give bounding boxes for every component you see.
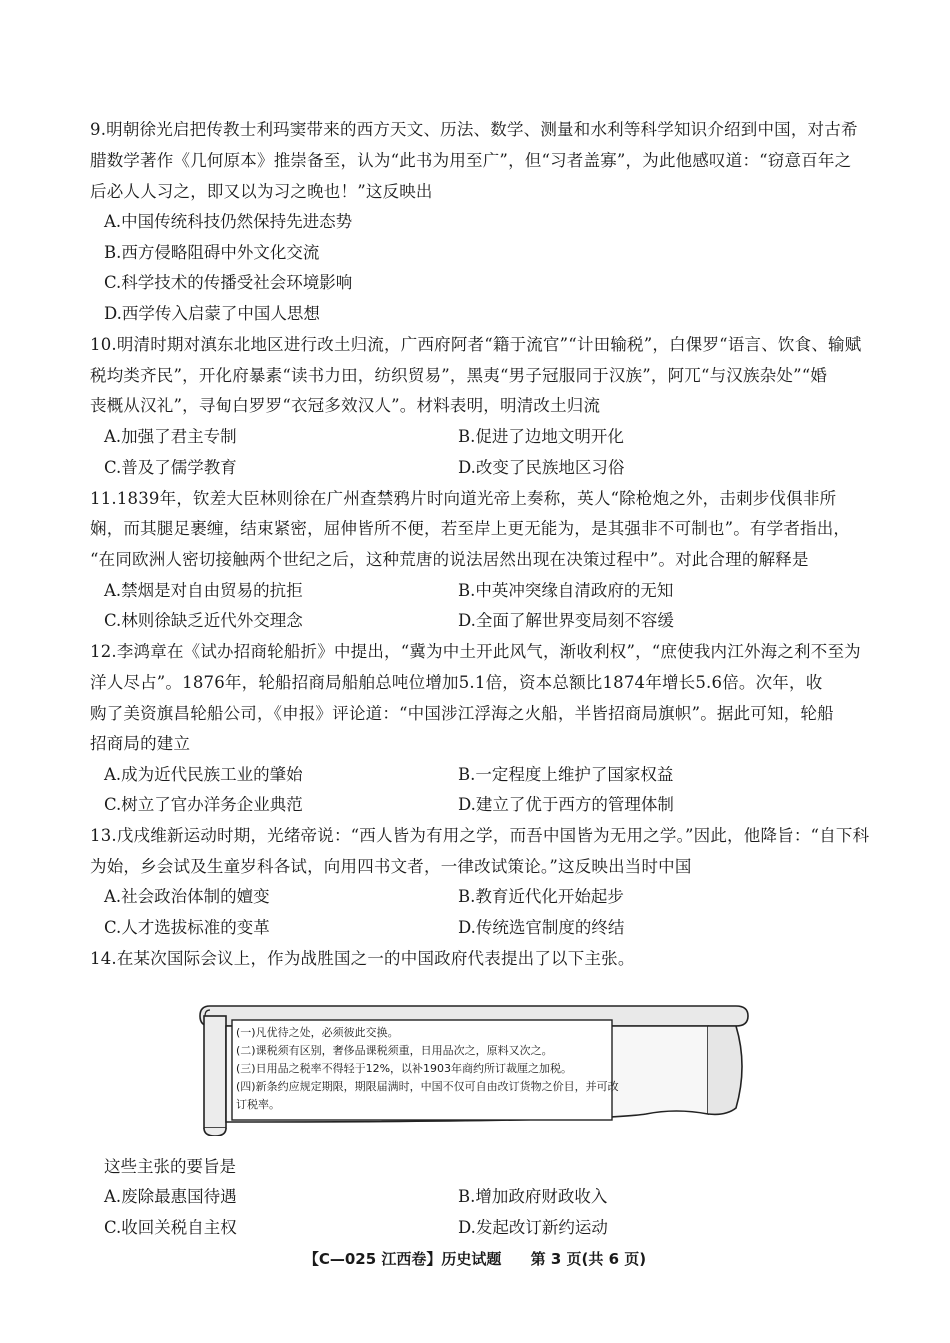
q13-option-a: A.社会政治体制的嬗变 [104,887,270,906]
q12-option-a: A.成为近代民族工业的肇始 [104,765,303,784]
exam-title: 【C—025 江西卷】历史试题 [303,1250,502,1268]
q14-line-1: 14.在某次国际会议上，作为战胜国之一的中国政府代表提出了以下主张。 [90,949,635,968]
q11-option-d: D.全面了解世界变局刻不容缓 [458,611,674,630]
q9-line-2: 腊数学著作《几何原本》推崇备至，认为“此书为用至广”，但“习者盖寡”，为此他感叹道：“窃意百年之 [90,151,852,170]
q11-option-c: C.林则徐缺乏近代外交理念 [104,611,303,630]
q12-option-b: B.一定程度上维护了国家权益 [458,765,674,784]
q12-line-4: 招商局的建立 [90,734,191,753]
q13-line-1: 13.戊戌维新运动时期，光绪帝说：“西人皆为有用之学，而吾中国皆为无用之学。”因此，他降旨：“自下科 [90,826,870,845]
q11-option-b: B.中英冲突缘自清政府的无知 [458,581,674,600]
q12-line-3: 购了美资旗昌轮船公司，《申报》评论道：“中国涉江浮海之火船，半皆招商局旗帜”。据此可知，轮船 [90,704,834,723]
proposal-2: (二)课税须有区别，奢侈品课税须重，日用品次之，原料又次之。 [236,1044,553,1057]
q14-option-b: B.增加政府财政收入 [458,1187,608,1206]
proposal-4-cont: 订税率。 [236,1098,280,1111]
q11-line-1: 11.1839年，钦差大臣林则徐在广州查禁鸦片时向道光帝上奏称，英人“除枪炮之外，击刺步伐俱非所 [90,489,837,508]
q9-line-3: 后必人人习之，即又以为习之晚也！”这反映出 [90,182,433,201]
q10-option-b: B.促进了边地文明开化 [458,427,624,446]
q10-option-d: D.改变了民族地区习俗 [458,458,625,477]
proposal-3: (三)日用品之税率不得轻于12%，以补1903年商约所订裁厘之加税。 [236,1062,573,1075]
q14-stem: 这些主张的要旨是 [104,1157,236,1176]
page-number: 第 3 页(共 6 页) [530,1250,647,1268]
q13-line-2: 为始，乡会试及生童岁科各试，向用四书文者，一律改试策论。”这反映出当时中国 [90,857,692,876]
q9-option-d: D.西学传入启蒙了中国人思想 [104,304,320,323]
scroll-proposals [236,1024,619,1114]
q14-option-c: C.收回关税自主权 [104,1218,237,1237]
q10-option-a: A.加强了君主专制 [104,427,237,446]
q9-line-1: 9.明朝徐光启把传教士利玛窦带来的西方天文、历法、数学、测量和水利等科学知识介绍到中国，对古希 [90,120,858,139]
q12-option-d: D.建立了优于西方的管理体制 [458,795,674,814]
page-footer [0,1248,950,1269]
q11-option-a: A.禁烟是对自由贸易的抗拒 [104,581,303,600]
q12-line-1: 12.李鸿章在《试办招商轮船折》中提出，“冀为中土开此风气，渐收利权”，“庶使我内江外海之利不至为 [90,642,861,661]
q9-option-c: C.科学技术的传播受社会环境影响 [104,273,353,292]
q10-option-c: C.普及了儒学教育 [104,458,237,477]
q14-option-d: D.发起改订新约运动 [458,1218,608,1237]
q11-line-2: 娴，而其腿足裹缠，结束紧密，屈伸皆所不便，若至岸上更无能为，是其强非不可制也”。有学者指出， [90,519,851,538]
q13-option-c: C.人才选拔标准的变革 [104,918,270,937]
q14-option-a: A.废除最惠国待遇 [104,1187,237,1206]
proposal-4: (四)新条约应规定期限，期限届满时，中国不仅可自由改订货物之价目，并可改 [236,1080,619,1093]
q13-option-b: B.教育近代化开始起步 [458,887,624,906]
scroll-illustration [196,996,752,1136]
q9-option-a: A.中国传统科技仍然保持先进态势 [104,212,353,231]
proposal-1: (一)凡优待之处，必须彼此交换。 [236,1026,399,1039]
q10-line-1: 10.明清时期对滇东北地区进行改土归流，广西府阿者“籍于流官”“计田输税”，白倮罗“语言、饮食、输赋 [90,335,862,354]
q13-option-d: D.传统选官制度的终结 [458,918,625,937]
q10-line-2: 税均类齐民”，开化府暴素“读书力田，纺织贸易”，黑夷“男子冠服同于汉族”，阿兀“与汉族杂处”“婚 [90,366,828,385]
q12-option-c: C.树立了官办洋务企业典范 [104,795,303,814]
q10-line-3: 丧概从汉礼”，寻甸白罗罗“衣冠多效汉人”。材料表明，明清改土归流 [90,396,601,415]
q11-line-3: “在同欧洲人密切接触两个世纪之后，这种荒唐的说法居然出现在决策过程中”。对此合理的解释是 [90,550,809,569]
q12-line-2: 洋人尽占”。1876年，轮船招商局船舶总吨位增加5.1倍，资本总额比1874年增长5.6倍。次年，收 [90,673,823,692]
q9-option-b: B.西方侵略阻碍中外文化交流 [104,243,320,262]
